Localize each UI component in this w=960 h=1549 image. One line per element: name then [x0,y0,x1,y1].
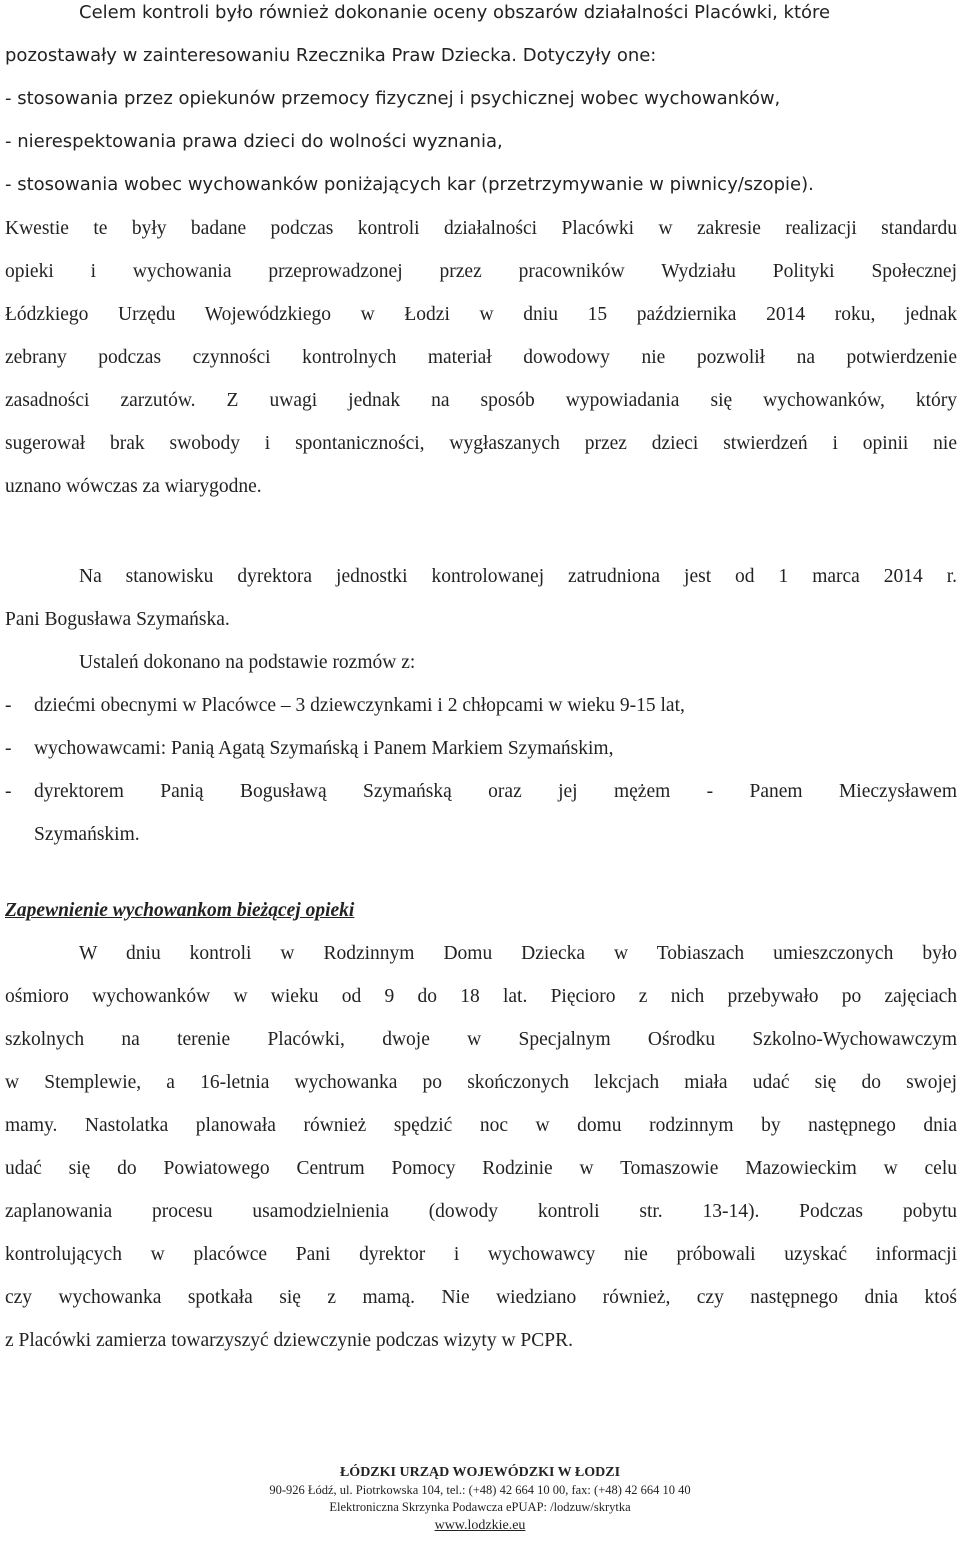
kwestie-paragraph [5,207,957,508]
section-heading-row [5,889,957,932]
page-footer [0,1464,960,1536]
paragraph-line: czy wychowanka spotkała się z mamą. Nie wiedziano również, czy następnego dnia ktoś [5,1287,957,1308]
section-block [5,889,957,1362]
paragraph-line: uznano wówczas za wiarygodne. [5,476,262,497]
list-dash: - [5,781,12,802]
paragraph-line: z Placówki zamierza towarzyszyć dziewczynie podczas wizyty w PCPR. [5,1330,574,1351]
paragraph-line: udać się do Powiatowego Centrum Pomocy Rodzinie w Tomaszowie Mazowieckim w celu [5,1158,957,1179]
paragraph-line: W dniu kontroli w Rodzinnym Domu Dziecka w Tobiaszach umieszczonych było [79,943,957,964]
ustalenia-block [5,641,957,856]
paragraph-line: Kwestie te były badane podczas kontroli działalności Placówki w zakresie realizacji standardu [5,218,957,239]
paragraph-line: opieki i wychowania przeprowadzonej przez pracowników Wydziału Polityki Społecznej [5,261,957,282]
paragraph-line: Pani Bogusława Szymańska. [5,609,230,630]
ustalenia-intro: Ustaleń dokonano na podstawie rozmów z: [79,652,416,673]
intro-bullet-2: - nierespektowania prawa dzieci do wolności wyznania, [5,131,503,152]
section-heading: Zapewnienie wychowankom bieżącej opieki [5,900,355,921]
paragraph-line: szkolnych na terenie Placówki, dwoje w Specjalnym Ośrodku Szkolno-Wychowawczym [5,1029,957,1050]
paragraph-line: Łódzkiego Urzędu Wojewódzkiego w Łodzi w dniu 15 października 2014 roku, jednak [5,304,957,325]
list-dash: - [5,695,12,716]
paragraph-line: zebrany podczas czynności kontrolnych materiał dowodowy nie pozwolił na potwierdzenie [5,347,957,368]
paragraph-line: zaplanowania procesu usamodzielnienia (dowody kontroli str. 13-14). Podczas pobytu [5,1201,957,1222]
paragraph-line: kontrolujących w placówce Pani dyrektor i wychowawcy nie próbowali uzyskać informacji [5,1244,957,1265]
paragraph-line: zasadności zarzutów. Z uwagi jednak na sposób wypowiadania się wychowanków, który [5,390,957,411]
list-item-text: Szymańskim. [34,824,140,845]
list-item-text: dziećmi obecnymi w Placówce – 3 dziewczynkami i 2 chłopcami w wieku 9-15 lat, [34,695,685,716]
list-item-text: dyrektorem Panią Bogusławą Szymańską oraz jej mężem - Panem Mieczysławem [34,781,957,802]
dyrektor-paragraph [5,555,957,641]
intro-line-1: Celem kontroli było również dokonanie oceny obszarów działalności Placówki, które [79,2,831,23]
paragraph-line: mamy. Nastolatka planowała również spędzić noc w domu rodzinnym by następnego dnia [5,1115,957,1136]
paragraph-line: Na stanowisku dyrektora jednostki kontrolowanej zatrudniona jest od 1 marca 2014 r. [79,566,957,587]
list-item [5,770,957,813]
footer-epuap: Elektroniczna Skrzynka Podawcza ePUAP: /lodzuw/skrytka [329,1500,631,1514]
paragraph-line: ośmioro wychowanków w wieku od 9 do 18 lat. Pięcioro z nich przebywało po zajęciach [5,986,957,1007]
paragraph-line: sugerował brak swobody i spontaniczności, wygłaszanych przez dzieci stwierdzeń i opinii nie [5,433,957,454]
footer-address: 90-926 Łódź, ul. Piotrkowska 104, tel.: (+48) 42 664 10 00, fax: (+48) 42 664 10 40 [269,1483,691,1497]
intro-bullet-3: - stosowania wobec wychowanków poniżających kar (przetrzymywanie w piwnicy/szopie). [5,174,814,195]
paragraph-line: w Stemplewie, a 16-letnia wychowanka po skończonych lekcjach miała udać się do swojej [5,1072,957,1093]
intro-line-2: pozostawały w zainteresowaniu Rzecznika Praw Dziecka. Dotyczyły one: [5,45,657,66]
list-item-text: wychowawcami: Panią Agatą Szymańską i Panem Markiem Szymańskim, [34,738,614,759]
list-dash: - [5,738,12,759]
footer-office-name: ŁÓDZKI URZĄD WOJEWÓDZKI W ŁODZI [339,1465,621,1480]
list-item-continuation [5,813,957,856]
list-item [5,727,957,770]
intro-bullet-1: - stosowania przez opiekunów przemocy fizycznej i psychicznej wobec wychowanków, [5,88,781,109]
footer-website-link[interactable]: www.lodzkie.eu [434,1518,526,1533]
list-item [5,684,957,727]
intro-block [5,0,957,206]
